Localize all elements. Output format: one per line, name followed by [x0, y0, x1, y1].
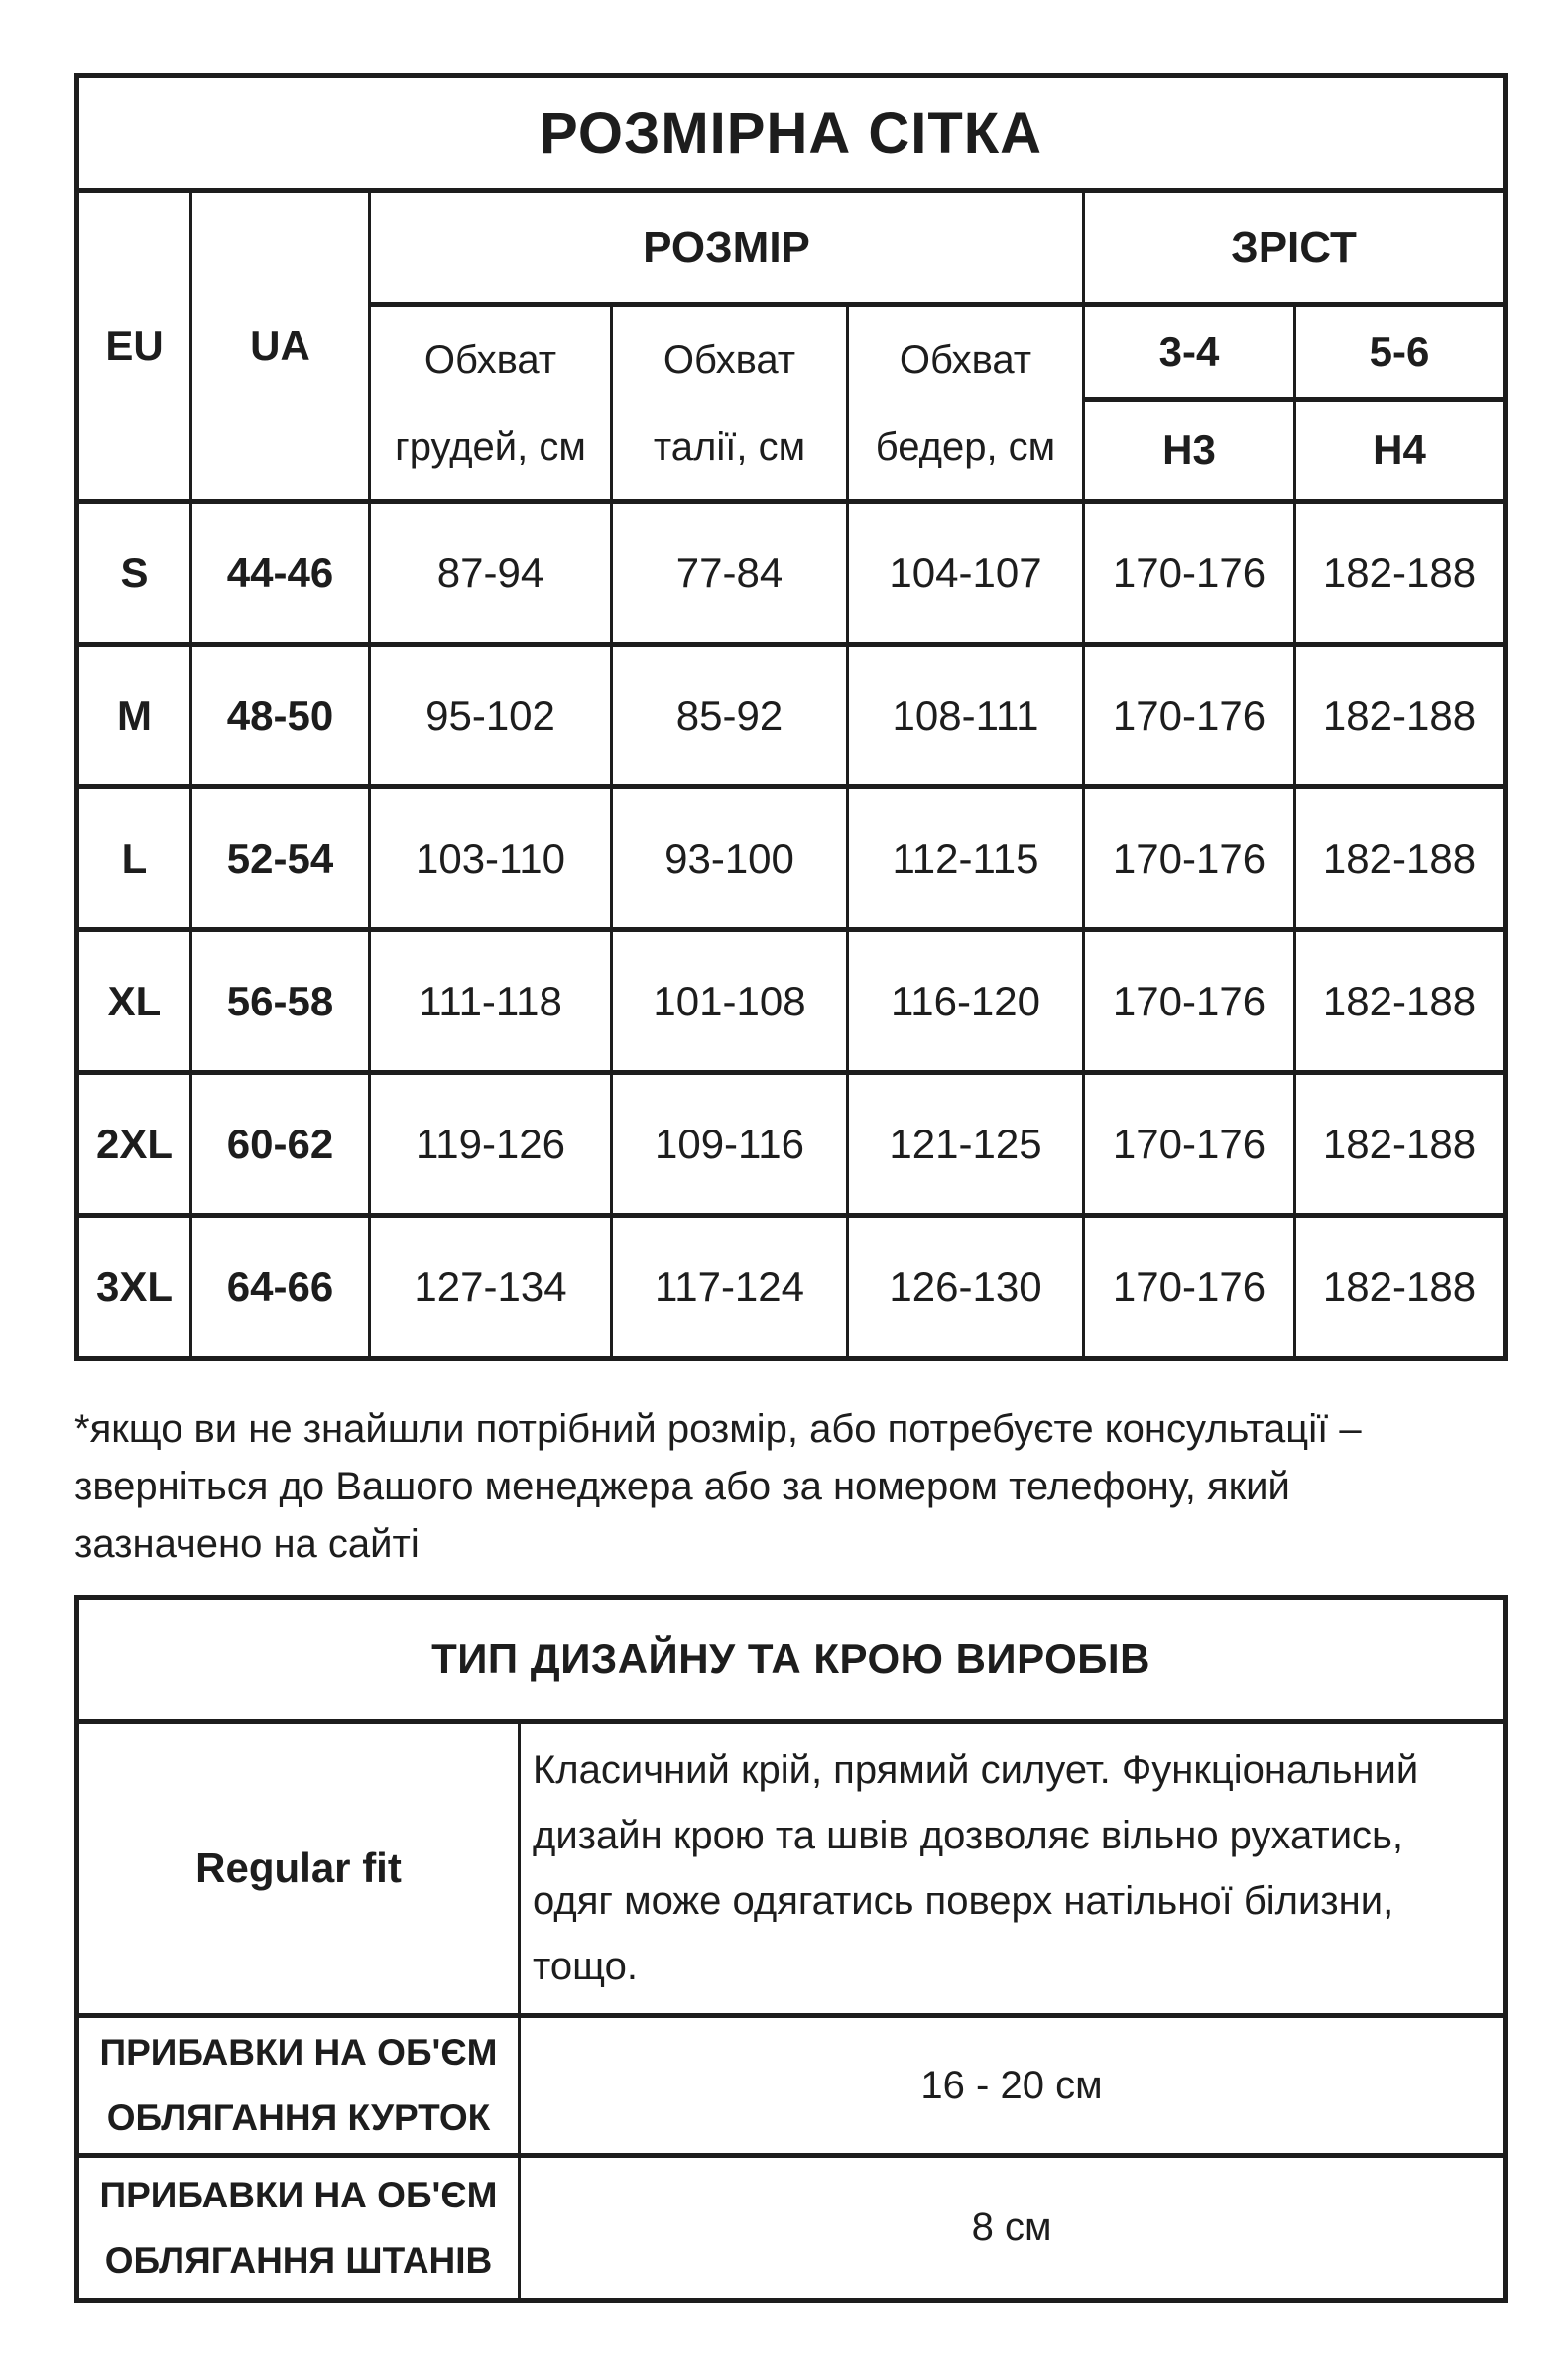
jacket-allowance-label	[77, 2016, 520, 2156]
cell-hips: 116-120	[848, 930, 1084, 1073]
jacket-allowance-value: 16 - 20 см	[520, 2016, 1506, 2156]
jacket-allowance-row	[77, 2016, 1506, 2156]
cell-eu: 2XL	[77, 1073, 191, 1216]
pants-allowance-label-line1: ПРИБАВКИ НА ОБ'ЄМ	[99, 2174, 498, 2215]
cell-h3: 170-176	[1084, 502, 1295, 645]
cell-hips: 104-107	[848, 502, 1084, 645]
size-row-xl	[77, 930, 1506, 1073]
cell-h4: 182-188	[1295, 930, 1506, 1073]
size-chart-title-row	[77, 76, 1506, 191]
size-row-l	[77, 787, 1506, 930]
fit-row	[77, 1722, 1506, 2016]
cell-waist: 77-84	[612, 502, 848, 645]
cell-ua: 56-58	[191, 930, 370, 1073]
cell-chest: 87-94	[370, 502, 612, 645]
cell-chest: 95-102	[370, 645, 612, 787]
header-height-range-1: 3-4	[1084, 305, 1295, 400]
header-height-range-2: 5-6	[1295, 305, 1506, 400]
cell-hips: 121-125	[848, 1073, 1084, 1216]
cell-h3: 170-176	[1084, 930, 1295, 1073]
jacket-allowance-label-line1: ПРИБАВКИ НА ОБ'ЄМ	[99, 2032, 498, 2073]
size-row-2xl	[77, 1073, 1506, 1216]
size-chart-title: РОЗМІРНА СІТКА	[77, 76, 1506, 191]
cell-ua: 44-46	[191, 502, 370, 645]
header-ua: UA	[191, 191, 370, 502]
jacket-allowance-label-line2: ОБЛЯГАННЯ КУРТОК	[106, 2097, 491, 2138]
cell-chest: 111-118	[370, 930, 612, 1073]
footnote-line: *якщо ви не знайшли потрібний розмір, або потребуєте консультації –	[74, 1407, 1362, 1451]
cell-h4: 182-188	[1295, 502, 1506, 645]
header-waist-girth	[612, 305, 848, 502]
cell-ua: 64-66	[191, 1216, 370, 1359]
cell-eu: M	[77, 645, 191, 787]
cell-eu: XL	[77, 930, 191, 1073]
footnote-line: зверніться до Вашого менеджера або за номером телефону, який	[74, 1465, 1290, 1508]
cell-ua: 60-62	[191, 1073, 370, 1216]
cell-h3: 170-176	[1084, 1073, 1295, 1216]
header-chest-girth-line1: Обхват	[423, 337, 557, 382]
fit-description-line: одяг може одягатись поверх натільної білизни,	[533, 1879, 1394, 1923]
cell-h3: 170-176	[1084, 645, 1295, 787]
pants-allowance-label	[77, 2156, 520, 2301]
pants-allowance-label-line2: ОБЛЯГАННЯ ШТАНІВ	[104, 2239, 493, 2281]
cell-hips: 112-115	[848, 787, 1084, 930]
cell-h4: 182-188	[1295, 1073, 1506, 1216]
header-size-group: РОЗМІР	[370, 191, 1084, 305]
header-hips-girth-line1: Обхват	[899, 337, 1032, 382]
header-waist-girth-line2: талії, см	[653, 424, 806, 469]
design-table-title-row	[77, 1598, 1506, 1722]
header-height-group: ЗРІСТ	[1084, 191, 1506, 305]
header-height-code-h4: Н4	[1295, 400, 1506, 502]
cell-waist: 117-124	[612, 1216, 848, 1359]
cell-chest: 119-126	[370, 1073, 612, 1216]
cell-hips: 126-130	[848, 1216, 1084, 1359]
pants-allowance-row	[77, 2156, 1506, 2301]
size-row-m	[77, 645, 1506, 787]
cell-h4: 182-188	[1295, 645, 1506, 787]
cell-ua: 48-50	[191, 645, 370, 787]
cell-waist: 85-92	[612, 645, 848, 787]
cell-chest: 103-110	[370, 787, 612, 930]
fit-description-line: дизайн крою та швів дозволяє вільно рухатись,	[533, 1814, 1404, 1857]
size-row-s	[77, 502, 1506, 645]
cell-h4: 182-188	[1295, 787, 1506, 930]
fit-name: Regular fit	[77, 1722, 520, 2016]
design-table-title: ТИП ДИЗАЙНУ ТА КРОЮ ВИРОБІВ	[77, 1598, 1506, 1722]
cell-h3: 170-176	[1084, 787, 1295, 930]
header-waist-girth-line1: Обхват	[663, 337, 796, 382]
size-chart-header-row-groups	[77, 191, 1506, 305]
cell-chest: 127-134	[370, 1216, 612, 1359]
fit-description	[520, 1722, 1506, 2016]
cell-waist: 101-108	[612, 930, 848, 1073]
cell-eu: 3XL	[77, 1216, 191, 1359]
header-hips-girth-line2: бедер, см	[875, 424, 1056, 469]
size-chart-table	[74, 73, 1508, 1361]
footnote-line: зазначено на сайті	[74, 1522, 420, 1566]
fit-description-line: тощо.	[533, 1945, 638, 1988]
size-row-3xl	[77, 1216, 1506, 1359]
cell-waist: 93-100	[612, 787, 848, 930]
cell-eu: S	[77, 502, 191, 645]
footnote	[74, 1400, 1503, 1573]
cell-waist: 109-116	[612, 1073, 848, 1216]
header-eu: EU	[77, 191, 191, 502]
cell-h3: 170-176	[1084, 1216, 1295, 1359]
cell-hips: 108-111	[848, 645, 1084, 787]
pants-allowance-value: 8 см	[520, 2156, 1506, 2301]
cell-eu: L	[77, 787, 191, 930]
header-chest-girth	[370, 305, 612, 502]
cell-h4: 182-188	[1295, 1216, 1506, 1359]
header-chest-girth-line2: грудей, см	[395, 424, 586, 469]
header-height-code-h3: Н3	[1084, 400, 1295, 502]
cell-ua: 52-54	[191, 787, 370, 930]
fit-description-line: Класичний крій, прямий силует. Функціональний	[533, 1748, 1419, 1792]
header-hips-girth	[848, 305, 1084, 502]
design-table	[74, 1595, 1508, 2303]
